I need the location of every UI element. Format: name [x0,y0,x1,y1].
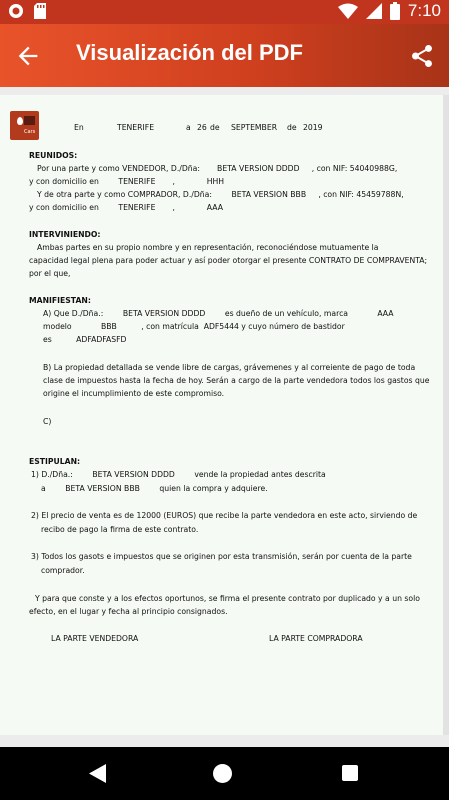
manifiestan-a-line-2: modelo BBB , con matrícula ADF5444 y cuyo número de bastidor [43,322,345,331]
closing-line-2: efecto, en el lugar y fecha al principio consignados. [29,607,228,616]
manifiestan-c-line: C) [43,417,52,426]
record-icon [8,3,24,19]
estipulan-2-line-1: 2) El precio de venta es de 12000 (EUROS) que recibe la parte vendedora en este acto, sirviendo de [31,511,418,520]
app-bar [0,24,449,87]
navigation-bar [0,747,449,800]
reunidos-line-2: y con domicilio en TENERIFE , HHH [29,177,225,186]
estipulan-1-line-1: 1) D./Dña.: BETA VERSION DDDD vende la propiedad antes descrita [31,470,326,479]
manifiestan-a-line-1: A) Que D./Dña.: BETA VERSION DDDD es dueño de un vehículo, marca AAA [43,309,394,318]
logo-mark [24,116,35,125]
closing-line-1: Y para que conste y a los efectos oportunos, se firma el presente contrato por duplicado y a un solo [35,594,420,603]
manifiestan-b-line-1: B) La propiedad detallada se vende libre de cargas, grávemenes y al correiente de pago de toda [43,363,416,372]
page-title: Visualización del PDF [76,40,303,65]
manifiestan-a-line-3: es ADFADFASFD [43,335,127,344]
manifiestan-heading: MANIFIESTAN: [29,296,91,305]
battery-icon [390,2,400,20]
interviniendo-heading: INTERVINIENDO: [29,230,101,239]
logo-label: Cars [24,129,36,135]
status-bar [0,0,449,24]
doc-de1: de [210,123,220,132]
estipulan-heading: ESTIPULAN: [29,457,81,466]
nav-back-icon[interactable] [89,764,107,783]
doc-month: SEPTEMBER [231,123,278,132]
clock: 7:10 [407,1,441,20]
estipulan-3-line-1: 3) Todos los gasots e impuestos que se originen por esta transmisión, serán por cuenta de la parte [31,552,412,561]
arrow-left-icon[interactable] [14,42,42,70]
reunidos-heading: REUNIDOS: [29,151,78,160]
nav-home-icon[interactable] [213,764,232,783]
interviniendo-line-3: por el que, [29,269,71,278]
doc-city: TENERIFE [117,123,155,132]
share-icon[interactable] [409,42,435,70]
drop-icon [17,117,23,125]
doc-de2: de [287,123,297,132]
cell-signal-icon [366,3,382,19]
sd-card-icon [34,3,46,19]
doc-en: En [74,123,84,132]
reunidos-line-3: Y de otra parte y como COMPRADOR, D./Dña: BETA VERSION BBB , con NIF: 45459788N, [37,190,404,199]
company-logo [10,111,39,140]
doc-a: a [186,123,191,132]
doc-year: 2019 [303,123,323,132]
status-icons-left [8,3,46,19]
reunidos-line-1: Por una parte y como VENDEDOR, D./Dña: BETA VERSION DDDD , con NIF: 54040988G, [37,164,398,173]
estipulan-1-line-2: a BETA VERSION BBB quien la compra y adquiere. [41,484,268,493]
manifiestan-b-line-3: origine el incumplimiento de este compromiso. [43,389,225,398]
interviniendo-line-1: Ambas partes en su propio nombre y en representación, reconociéndose mutuamente la [37,243,379,252]
estipulan-3-line-2: comprador. [41,566,85,575]
reunidos-line-4: y con domicilio en TENERIFE , AAA [29,203,223,212]
wifi-icon [338,3,358,19]
pdf-viewer[interactable] [0,87,449,747]
status-icons-right [338,1,441,21]
signature-buyer: LA PARTE COMPRADORA [269,634,363,643]
nav-recents-icon[interactable] [342,765,358,781]
interviniendo-line-2: capacidad legal plena para poder actuar y así poder otorgar el presente CONTRATO DE COMPRAVENTA; [29,256,428,265]
estipulan-2-line-2: recibo de pago la firma de este contrato. [41,525,199,534]
manifiestan-b-line-2: clase de impuestos hasta la fecha de hoy. Serán a cargo de la parte vendedora todos los gastos que [43,376,430,385]
signature-seller: LA PARTE VENDEDORA [51,634,139,643]
pdf-page [0,95,449,735]
doc-day: 26 [197,123,207,132]
